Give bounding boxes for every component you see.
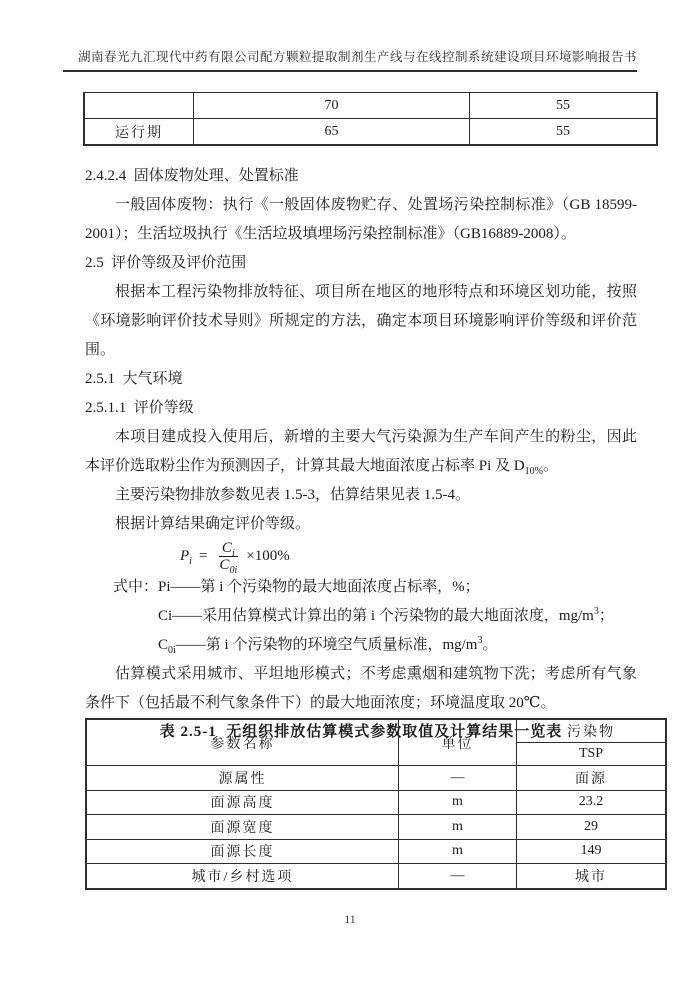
cell-parameter-name: 城市/乡村选项	[86, 864, 399, 889]
cubic-superscript: 3	[477, 635, 483, 646]
cell-unit: m	[399, 790, 517, 815]
cell-parameter-name: 面源高度	[86, 790, 399, 815]
cell-value: 面源	[517, 766, 667, 791]
formula-c0i-subscript: 0i	[229, 564, 238, 576]
paragraph-dust-prediction	[85, 423, 637, 481]
formula-p: P	[180, 547, 190, 564]
paragraph-dust-text: 本项目建成投入使用后，新增的主要大气污染源为生产车间产生的粉尘，因此本评价选取粉尘作为预测因子，计算其最大地面浓度占标率 Pi 及 D	[85, 429, 637, 474]
formula-c0i: C	[219, 556, 230, 573]
cell-parameter-name: 源属性	[86, 766, 399, 791]
definition-c0i-end: 。	[482, 637, 498, 653]
paragraph-dust-period: 。	[542, 458, 558, 474]
formula-equals: =	[198, 547, 208, 564]
formula-definition-ci	[85, 602, 637, 631]
formula-definition-pi: 式中：Pi——第 i 个污染物的最大地面浓度占标率，%；	[113, 579, 480, 595]
cell-value: 23.2	[517, 790, 667, 815]
header-cell-tsp: TSP	[517, 743, 667, 766]
table-cell-day-limit: 65	[194, 119, 470, 146]
estimation-parameters-table	[85, 718, 667, 890]
paragraph-evaluation-scope: 根据本工程污染物排放特征、项目所在地区的地形特点和环境区划功能，按照《环境影响评价技术导则》所规定的方法，确定本项目环境影响评价等级和评价范围。	[85, 284, 637, 358]
table-cell-night-limit: 55	[470, 119, 658, 146]
cell-parameter-name: 面源长度	[86, 839, 399, 864]
pi-formula	[85, 539, 637, 576]
heading-evaluation-grade: 2.5.1.1 评价等级	[85, 400, 194, 416]
definition-ci-end: ；	[598, 608, 614, 624]
definition-ci-text: Ci——采用估算模式计算出的第 i 个污染物的最大地面浓度，mg/m	[158, 608, 594, 624]
paragraph-estimation-mode: 估算模式采用城市、平坦地形模式；不考虑熏烟和建筑物下洗；考虑所有气象条件下（包括最不利气象条件下）的最大地面浓度；环境温度取 20℃。	[85, 666, 637, 711]
formula-rhs	[246, 542, 289, 571]
table-row	[84, 119, 657, 146]
definition-c0i-text: ——第 i 个污染物的环境空气质量标准，mg/m	[175, 637, 478, 653]
cell-value: 城市	[517, 864, 667, 889]
heading-atmospheric-environment: 2.5.1 大气环境	[85, 371, 183, 387]
definition-c0i-subscript: 0i	[168, 645, 176, 656]
table-cell-period	[84, 93, 194, 119]
d10-subscript: 10%	[524, 466, 543, 477]
paragraph-grade-determination: 根据计算结果确定评价等级。	[115, 516, 311, 532]
cell-value: 29	[517, 815, 667, 840]
cell-unit: m	[399, 815, 517, 840]
table-row	[86, 815, 666, 840]
cell-unit: —	[399, 864, 517, 889]
formula-numerator	[219, 540, 238, 557]
header-rule	[63, 70, 637, 72]
paragraph-solid-waste: 一般固体废物：执行《一般固体废物贮存、处置场污染控制标准》（GB 18599-2001）；生活垃圾执行《生活垃圾填埋场污染控制标准》（GB16889-2008）。	[85, 197, 637, 242]
formula-ci-subscript: i	[231, 547, 235, 559]
table-row	[86, 766, 666, 791]
paragraph-table-references: 主要污染物排放参数见表 1.5-3，估算结果见表 1.5-4。	[115, 487, 470, 503]
formula-ci: C	[221, 539, 232, 556]
formula-p-subscript: i	[189, 555, 192, 567]
cell-unit: m	[399, 839, 517, 864]
cubic-superscript: 3	[593, 606, 599, 617]
table-cell-day-limit: 70	[194, 93, 470, 119]
table-row	[86, 839, 666, 864]
cell-parameter-name: 面源宽度	[86, 815, 399, 840]
formula-percentage: 100%	[254, 547, 290, 564]
document-body	[85, 162, 637, 747]
formula-fraction	[216, 539, 240, 576]
formula-definition-c0i	[85, 631, 637, 660]
heading-evaluation-grade-scope: 2.5 评价等级及评价范围	[85, 255, 247, 271]
definition-c0i-base: C	[158, 637, 169, 653]
formula-denominator	[216, 556, 240, 576]
table-row	[84, 93, 657, 119]
header-cell-pollutant: 污染物	[517, 719, 667, 743]
table-cell-night-limit: 55	[470, 93, 658, 119]
heading-solid-waste-standards: 2.4.2.4 固体废物处理、处置标准	[85, 168, 299, 184]
page-header-title: 湖南春光九汇现代中药有限公司配方颗粒提取制剂生产线与在线控制系统建设项目环境影响报告书	[77, 50, 637, 64]
cell-value: 149	[517, 839, 667, 864]
table-row	[86, 790, 666, 815]
cell-unit: —	[399, 766, 517, 791]
formula-times-sign: ×	[246, 547, 255, 564]
header-cell-parameter: 参数名称	[86, 719, 399, 766]
table-caption: 表 2.5-1 无组织排放估算模式参数取值及计算结果一览表	[159, 724, 563, 740]
noise-limits-table	[83, 92, 658, 146]
formula-lhs	[180, 542, 192, 571]
page-number: 11	[344, 912, 356, 926]
table-header-row	[86, 719, 666, 743]
table-cell-period: 运行期	[84, 119, 194, 146]
header-cell-unit: 单位	[399, 719, 517, 766]
table-row	[86, 864, 666, 889]
